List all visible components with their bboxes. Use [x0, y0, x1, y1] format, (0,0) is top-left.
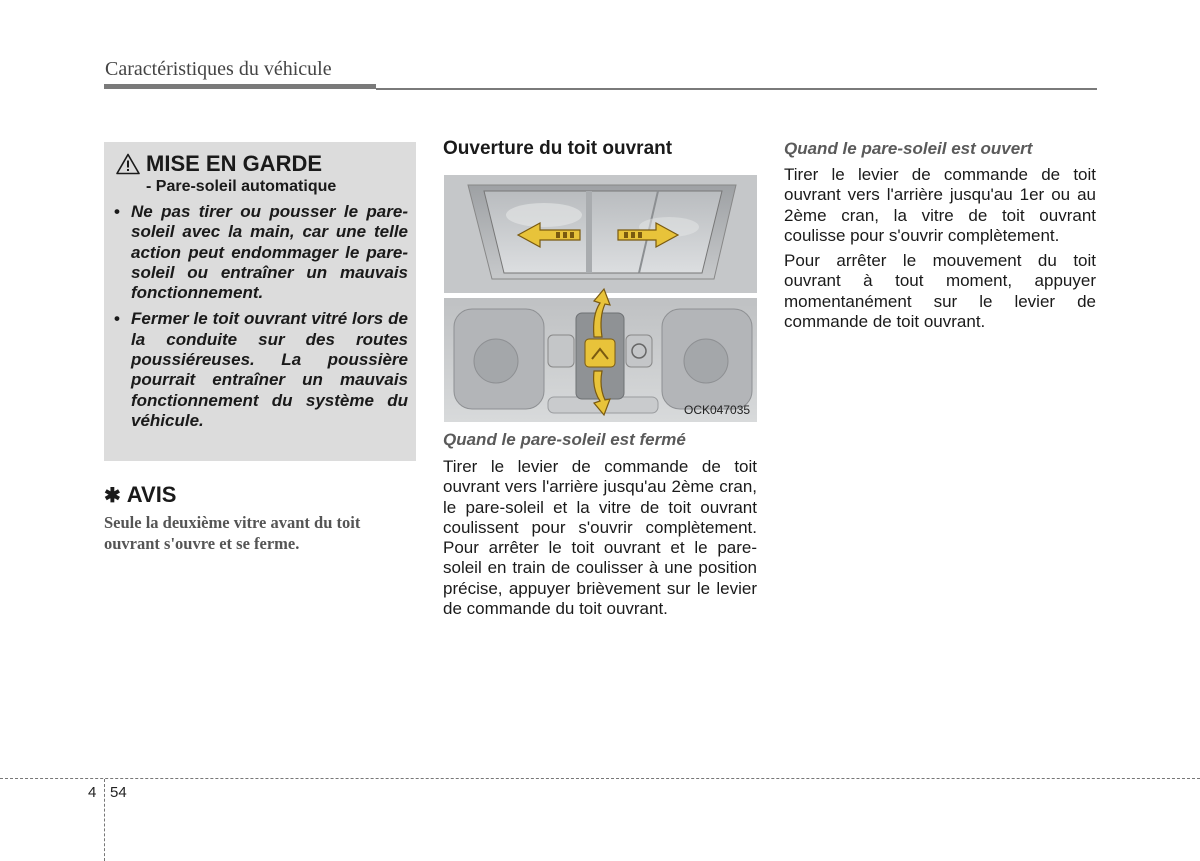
warning-heading	[116, 151, 322, 177]
sunroof-illustration	[444, 175, 757, 422]
closed-sunshade-text: Tirer le levier de commande de toit ouvrant vers l'arrière jusqu'au 2ème cran, le pare-soleil et la vitre de toit ouvrant coulissent pour s'ouvrir complètement. Pour arrêter le toit ouvrant et le pare-soleil en train de coulisser à une position précise, appuyer brièvement sur le levier de commande du toit ouvrant.	[443, 457, 757, 619]
footer-vertical-rule	[104, 779, 105, 861]
figure-code: OCK047035	[684, 403, 751, 417]
open-sunshade-text: Tirer le levier de commande de toit ouvrant vers l'arrière jusqu'au 1er ou au 2ème cran, la vitre de toit ouvrant coulisse pour s'ouvrir complètement.	[784, 165, 1096, 245]
notice-heading	[104, 482, 176, 508]
open-sunshade-heading: Quand le pare-soleil est ouvert	[784, 139, 1033, 158]
warning-list	[114, 202, 408, 437]
bullet: •	[114, 309, 120, 329]
closed-sunshade-heading: Quand le pare-soleil est fermé	[443, 430, 686, 449]
stop-movement-text: Pour arrêter le mouvement du toit ouvrant à tout moment, appuyer momentanément sur le levier de commande de toit ouvrant.	[784, 251, 1096, 331]
warning-item-text: Fermer le toit ouvrant vitré lors de la conduite sur des routes poussiéreuses. La poussière pourrait entraîner un mauvais fonctionnement du système du véhicule.	[131, 309, 408, 430]
section-title: Ouverture du toit ouvrant	[443, 138, 673, 159]
running-header: Caractéristiques du véhicule	[105, 58, 332, 80]
warning-item-text: Ne pas tirer ou pousser le pare-soleil avec la main, car une telle action peut endommager le pare-soleil ou entraîner un mauvais fonctionnement.	[131, 202, 408, 303]
chapter-number: 4	[88, 784, 97, 801]
header-rule-thin	[376, 88, 1097, 90]
warning-item	[114, 202, 408, 303]
footer-rule	[0, 778, 1200, 779]
notice-title: AVIS	[126, 482, 177, 507]
header-rule-thick	[104, 84, 376, 89]
sunroof-illustration-svg	[444, 175, 757, 422]
warning-triangle-icon	[116, 153, 140, 175]
bullet: •	[114, 202, 120, 221]
asterisk-icon: ✱	[104, 484, 121, 507]
notice-text: Seule la deuxième vitre avant du toit ouvrant s'ouvre et se ferme.	[104, 513, 361, 553]
warning-title: MISE EN GARDE	[146, 151, 323, 176]
page-number: 54	[110, 784, 127, 801]
warning-subtitle: - Pare-soleil automatique	[146, 178, 337, 195]
warning-item	[114, 309, 408, 431]
